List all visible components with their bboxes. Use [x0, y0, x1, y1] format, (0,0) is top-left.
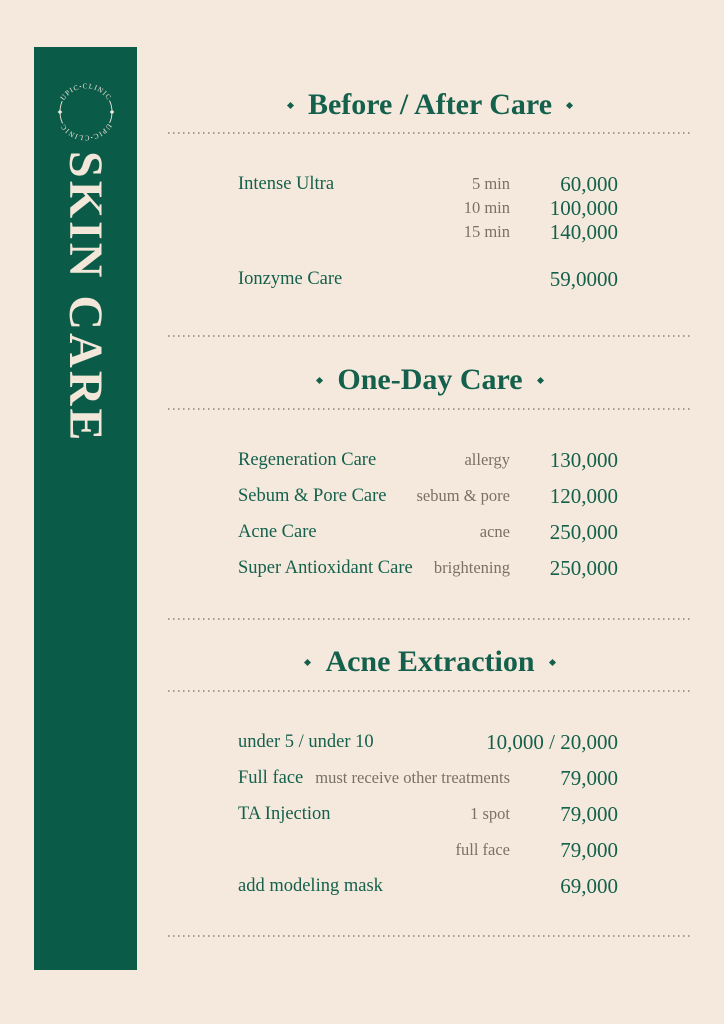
item-label: sebum & pore	[416, 486, 510, 505]
dotted-divider	[168, 335, 692, 337]
section-title-before-after-care	[168, 86, 692, 124]
item-price: 69,000	[560, 874, 618, 898]
item-name: Sebum & Pore Care	[238, 486, 387, 506]
logo-diamond-left-icon	[57, 110, 62, 115]
menu-row	[168, 729, 692, 755]
menu-row	[168, 483, 692, 509]
item-name: Super Antioxidant Care	[238, 558, 413, 578]
menu-row	[168, 873, 692, 899]
item-price: 79,000	[560, 766, 618, 790]
item-name: Regeneration Care	[238, 450, 377, 470]
item-price: 10,000 / 20,000	[486, 730, 618, 754]
diamond-icon	[549, 658, 556, 665]
menu-row	[168, 801, 692, 827]
menu-row	[168, 837, 692, 863]
menu-row	[168, 555, 692, 581]
menu-row	[168, 171, 692, 197]
item-price: 79,000	[560, 802, 618, 826]
item-name: Ionzyme Care	[238, 269, 343, 289]
logo-arc-text-bottom: UPIC CLINIC	[58, 122, 113, 142]
menu-row	[168, 447, 692, 473]
item-label: full face	[455, 840, 510, 859]
logo-diamond-right-icon	[109, 110, 114, 115]
diamond-icon	[316, 376, 323, 383]
item-label: allergy	[464, 450, 510, 469]
item-price: 140,000	[549, 220, 618, 244]
sidebar-title-text: SKIN CARE	[59, 151, 112, 444]
clinic-logo	[34, 73, 137, 151]
section-title-text: Acne Extraction	[325, 645, 535, 678]
item-price: 130,000	[549, 448, 618, 472]
sidebar-band	[34, 47, 137, 970]
section-title-one-day-care	[168, 361, 692, 399]
item-label: 10 min	[463, 198, 510, 217]
item-label: brightening	[433, 558, 510, 577]
sidebar-title	[34, 151, 137, 448]
diamond-icon	[287, 101, 294, 108]
item-label: must receive other treatments	[315, 768, 510, 787]
dotted-divider	[168, 618, 692, 620]
item-name: TA Injection	[238, 804, 331, 824]
section-title-text: Before / After Care	[307, 88, 553, 121]
item-price: 250,000	[549, 556, 618, 580]
item-label: 15 min	[463, 222, 510, 241]
dotted-divider	[168, 132, 692, 134]
diamond-icon	[304, 658, 311, 665]
item-name: Acne Care	[238, 522, 317, 542]
item-label: acne	[479, 522, 510, 541]
item-name: Full face	[238, 768, 304, 788]
item-price: 60,000	[560, 172, 618, 196]
menu-row	[168, 519, 692, 545]
dotted-divider	[168, 408, 692, 410]
dotted-divider	[168, 935, 692, 937]
menu-row	[168, 765, 692, 791]
item-label: 1 spot	[470, 804, 510, 823]
section-title-acne-extraction	[168, 643, 692, 681]
menu-row	[168, 195, 692, 221]
item-name: under 5 / under 10	[238, 732, 374, 752]
item-name: add modeling mask	[238, 876, 383, 896]
clinic-logo-stamp	[47, 73, 125, 151]
menu-row	[168, 219, 692, 245]
item-price: 250,000	[549, 520, 618, 544]
dotted-divider	[168, 690, 692, 692]
item-price: 79,000	[560, 838, 618, 862]
diamond-icon	[537, 376, 544, 383]
menu-content	[168, 0, 692, 1024]
logo-arc-text-top: UPIC CLINIC	[58, 82, 113, 102]
item-price: 59,0000	[549, 267, 618, 291]
item-label: 5 min	[471, 174, 510, 193]
item-price: 120,000	[549, 484, 618, 508]
diamond-icon	[566, 101, 573, 108]
item-name: Intense Ultra	[238, 174, 335, 194]
item-price: 100,000	[549, 196, 618, 220]
menu-row	[168, 266, 692, 292]
section-title-text: One-Day Care	[337, 363, 523, 396]
